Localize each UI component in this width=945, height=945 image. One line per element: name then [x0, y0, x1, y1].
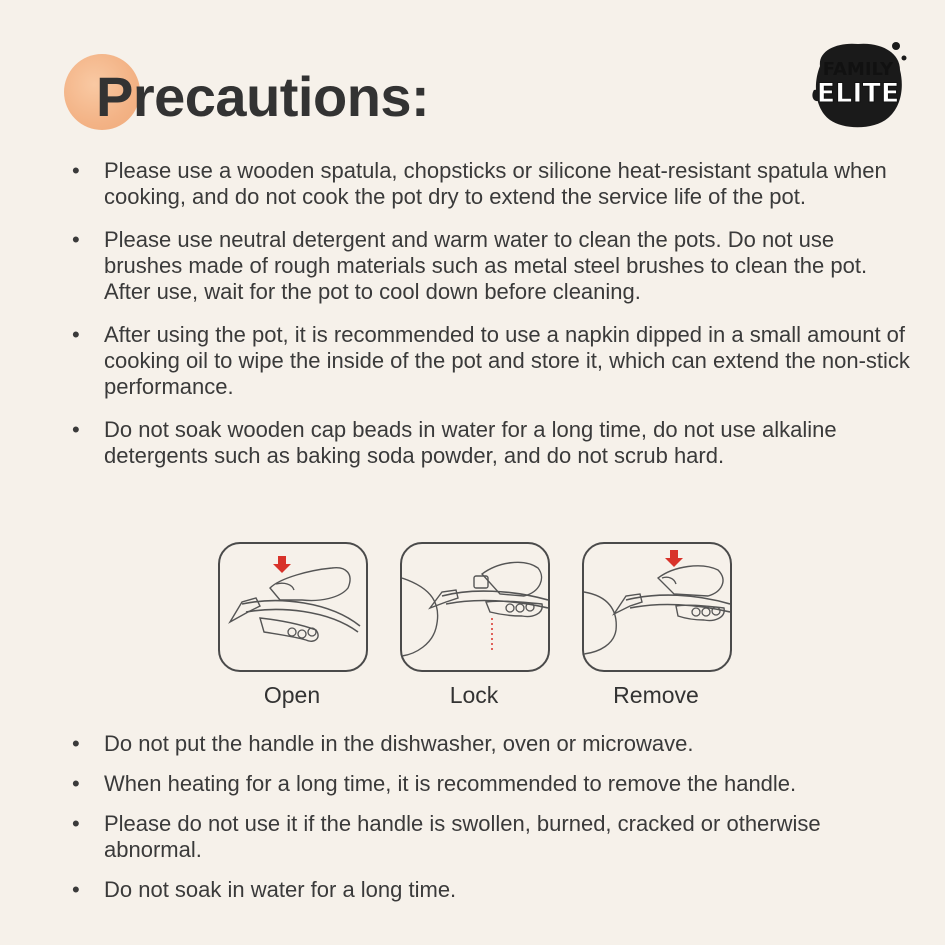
bullet-dot: •: [72, 771, 80, 796]
diagram-caption: Open: [263, 682, 321, 708]
diagram-lock: [400, 542, 548, 709]
list-item-text: Please use a wooden spatula, chopsticks or silicone heat-resistant spatula when cooking, and do not cook the pot dry to extend the service life of the pot.: [104, 158, 887, 209]
diagram-frame: [400, 542, 550, 672]
bullet-dot: •: [72, 417, 80, 442]
brand-logo: [808, 36, 908, 132]
list-item-text: Please use neutral detergent and warm water to clean the pots. Do not use brushes made of rough materials such as metal steel brushes to clean the pot. After use, wait for the pot to cool down before cleaning.: [104, 227, 868, 304]
page-title: Precautions:: [96, 65, 430, 128]
list-item: [72, 417, 912, 469]
list-item: [72, 322, 912, 400]
list-item-text: When heating for a long time, it is recommended to remove the handle.: [104, 771, 797, 796]
handle-diagrams: [218, 542, 738, 712]
list-item: [72, 158, 912, 210]
handle-press-open-icon: [220, 544, 366, 670]
bullet-dot: •: [72, 811, 80, 836]
list-item: [72, 771, 912, 797]
diagram-open: [218, 542, 366, 709]
diagram-caption: Remove: [613, 682, 699, 708]
handle-remove-icon: [584, 544, 730, 670]
list-item: [72, 877, 912, 903]
diagram-frame: [582, 542, 732, 672]
bullet-dot: •: [72, 877, 80, 902]
list-item-text: After using the pot, it is recommended to use a napkin dipped in a small amount of cooking oil to wipe the inside of the pot and store it, which can extend the non-stick performance.: [104, 322, 910, 399]
logo-line-family: FAMILY: [822, 59, 894, 80]
bullet-dot: •: [72, 322, 80, 347]
list-item: [72, 227, 912, 305]
list-item-text: Do not soak in water for a long time.: [104, 877, 457, 902]
title-block: [64, 52, 564, 142]
bullet-dot: •: [72, 158, 80, 183]
diagram-caption: Lock: [449, 682, 499, 708]
bullet-dot: •: [72, 227, 80, 252]
list-item-text: Please do not use it if the handle is swollen, burned, cracked or otherwise abnormal.: [104, 811, 821, 862]
precautions-list-top: [72, 158, 912, 486]
diagram-remove: [582, 542, 730, 709]
bullet-dot: •: [72, 731, 80, 756]
list-item: [72, 811, 912, 863]
diagram-frame: [218, 542, 368, 672]
list-item-text: Do not soak wooden cap beads in water for a long time, do not use alkaline detergents such as baking soda powder, and do not scrub hard.: [104, 417, 837, 468]
logo-line-elite: ELITE: [816, 78, 900, 109]
list-item: [72, 731, 912, 757]
precautions-list-bottom: [72, 731, 912, 917]
list-item-text: Do not put the handle in the dishwasher, oven or microwave.: [104, 731, 694, 756]
handle-lock-icon: [402, 544, 548, 670]
